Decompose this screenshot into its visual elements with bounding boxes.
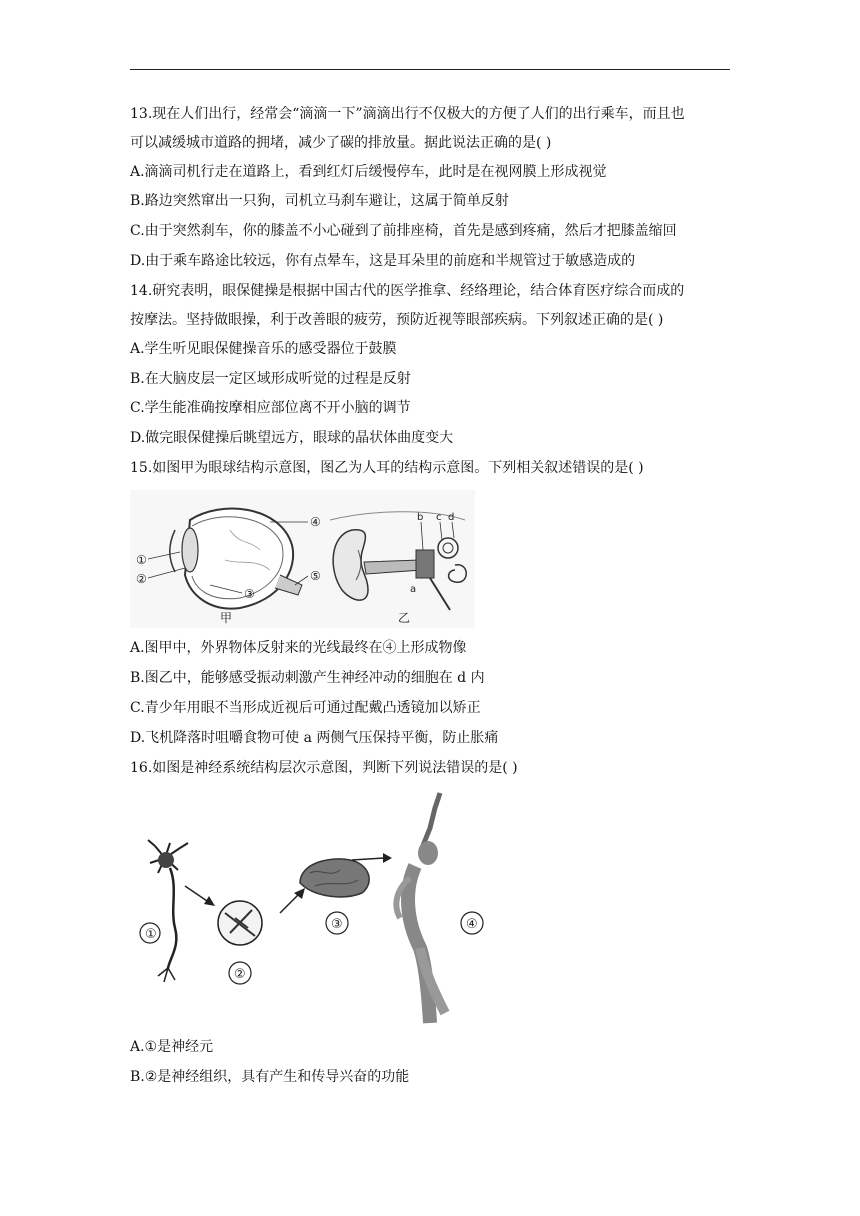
eye-label-1: ① — [136, 553, 147, 567]
q14-option-b: B.在大脑皮层一定区域形成听觉的过程是反射 — [130, 371, 411, 387]
q13-stem-line2: 可以减缓城市道路的拥堵，减少了碳的排放量。据此说法正确的是( ) — [130, 135, 552, 151]
ear-label-d: d — [448, 512, 455, 523]
arrow-1-2-head — [204, 896, 215, 906]
neuron-image — [140, 840, 188, 982]
q16-option-b: B.②是神经组织，具有产生和传导兴奋的功能 — [130, 1069, 410, 1085]
ear-label-a: a — [410, 584, 417, 595]
q13-option-b: B.路边突然窜出一只狗，司机立马刹车避让，这属于简单反射 — [130, 193, 509, 209]
q14-option-c: C.学生能准确按摩相应部位离不开小脑的调节 — [130, 400, 411, 416]
q15-option-d: D.飞机降落时咀嚼食物可使 a 两侧气压保持平衡，防止胀痛 — [130, 730, 499, 746]
label-2: ② — [234, 967, 246, 982]
q14-option-a: A.学生听见眼保健操音乐的感受器位于鼓膜 — [130, 341, 397, 357]
ear-label-b: b — [417, 512, 424, 523]
q14-option-d: D.做完眼保健操后眺望远方，眼球的晶状体曲度变大 — [130, 430, 454, 446]
label-1: ① — [145, 927, 157, 942]
q15-option-b: B.图乙中，能够感受振动刺激产生神经冲动的细胞在 d 内 — [130, 670, 485, 686]
label-4: ④ — [466, 917, 478, 932]
human-figure-image — [396, 793, 483, 1023]
arrow-3-4 — [352, 858, 385, 860]
eye-label-3: ③ — [244, 587, 255, 601]
q16-stem: 16.如图是神经系统结构层次示意图，判断下列说法错误的是( ) — [130, 760, 518, 776]
q13-stem-line1: 13.现在人们出行，经常会“滴滴一下”滴滴出行不仅极大的方便了人们的出行乘车，而且也 — [130, 106, 685, 122]
q15-option-c: C.青少年用眼不当形成近视后可通过配戴凸透镜加以矫正 — [130, 700, 481, 716]
q16-option-a: A.①是神经元 — [130, 1039, 214, 1055]
arrow-3-4-head — [383, 853, 392, 863]
q13-option-a: A.滴滴司机行走在道路上，看到红灯后缓慢停车，此时是在视网膜上形成视觉 — [130, 164, 607, 180]
tissue-image — [218, 901, 262, 984]
ear-label-c: c — [436, 512, 442, 523]
eye-label-2: ② — [136, 572, 147, 586]
eye-ear-figure — [130, 490, 475, 628]
arrow-2-3 — [280, 893, 300, 913]
q13-option-c: C.由于突然刹车，你的膝盖不小心碰到了前排座椅，首先是感到疼痛，然后才把膝盖缩回 — [130, 223, 677, 239]
q14-stem-line1: 14.研究表明，眼保健操是根据中国古代的医学推拿、经络理论，结合体育医疗综合而成的 — [130, 283, 685, 299]
eye-label-4: ④ — [310, 515, 321, 529]
nervous-system-figure — [130, 788, 500, 1030]
header-rule — [130, 69, 730, 70]
q15-option-a: A.图甲中，外界物体反射来的光线最终在④上形成物像 — [130, 640, 467, 656]
q14-stem-line2: 按摩法。坚持做眼操，利于改善眼的疲劳，预防近视等眼部疾病。下列叙述正确的是( ) — [130, 312, 664, 328]
q13-option-d: D.由于乘车路途比较远，你有点晕车，这是耳朵里的前庭和半规管过于敏感造成的 — [130, 253, 636, 269]
brain-image — [300, 859, 369, 934]
label-3: ③ — [331, 917, 343, 932]
eye-caption: 甲 — [220, 611, 233, 625]
q15-stem: 15.如图甲为眼球结构示意图，图乙为人耳的结构示意图。下列相关叙述错误的是( ) — [130, 460, 644, 476]
ear-caption: 乙 — [398, 611, 411, 625]
eye-label-5: ⑤ — [310, 569, 321, 583]
